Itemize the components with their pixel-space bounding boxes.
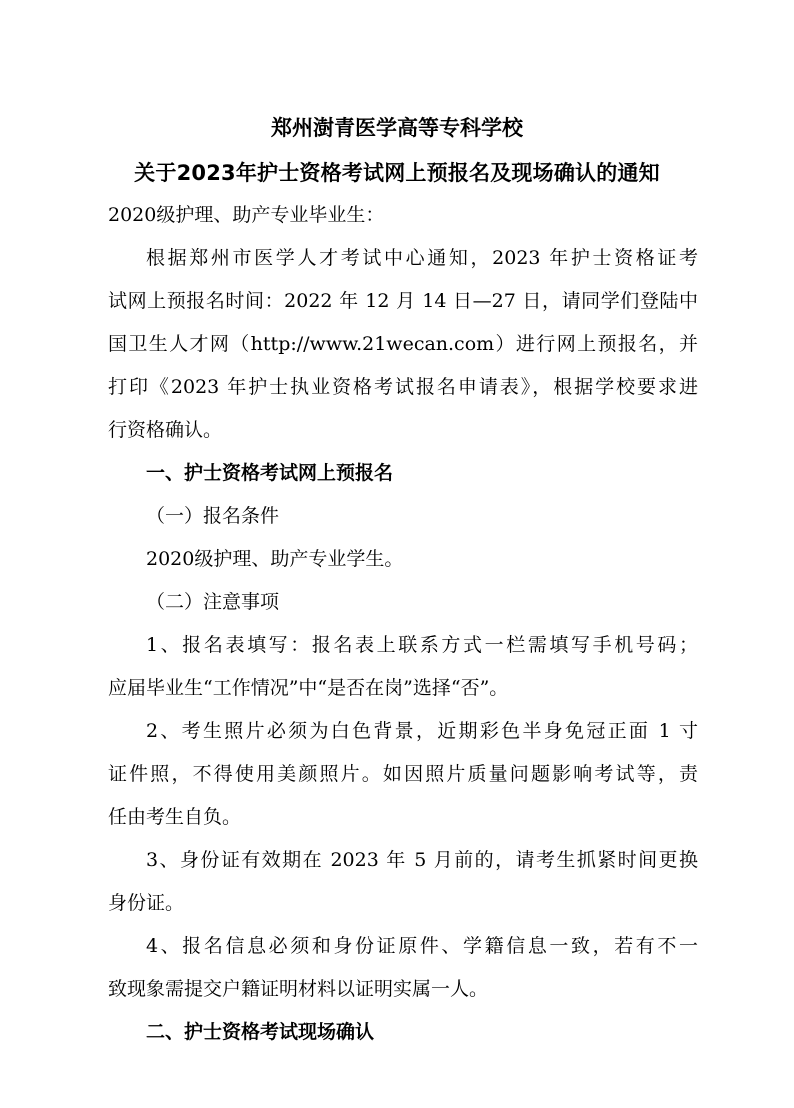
item3-line-1: 3、身份证有效期在 2023 年 5 月前的，请考生抓紧时间更换 [146,849,698,871]
item2-line-2: 证件照，不得使用美颜照片。如因照片质量问题影响考试等，责 [108,763,698,785]
item2-line-1: 2、考生照片必须为白色背景，近期彩色半身免冠正面 1 寸 [146,720,698,742]
notice-title: 关于2023年护士资格考试网上预报名及现场确认的通知 [134,161,660,185]
item4-line-2: 致现象需提交户籍证明材料以证明实属一人。 [108,978,489,1000]
intro-line-2: 试网上预报名时间：2022 年 12 月 14 日—27 日，请同学们登陆中 [108,290,698,312]
item1-line-2: 应届毕业生“工作情况”中“是否在岗”选择“否”。 [108,677,509,699]
sub2-heading: （二）注意事项 [146,591,280,613]
item2-line-3: 任由考生自负。 [108,806,242,828]
salutation: 2020级护理、助产专业毕业生： [108,204,385,226]
intro-line-3: 国卫生人才网（http://www.21wecan.com）进行网上预报名，并 [108,333,698,355]
intro-line-4: 打印《2023 年护士执业资格考试报名申请表》，根据学校要求进 [108,376,698,398]
sub1-heading: （一）报名条件 [146,505,280,527]
school-title: 郑州澍青医学高等专科学校 [271,116,523,140]
intro-line-1: 根据郑州市医学人才考试中心通知，2023 年护士资格证考 [146,247,698,269]
intro-line-5: 行资格确认。 [108,419,223,441]
item4-line-1: 4、报名信息必须和身份证原件、学籍信息一致，若有不一 [146,935,698,957]
item1-line-1: 1、报名表填写：报名表上联系方式一栏需填写手机号码； [146,634,698,656]
section1-heading: 一、护士资格考试网上预报名 [146,462,394,484]
item3-line-2: 身份证。 [108,892,185,914]
section2-heading: 二、护士资格考试现场确认 [146,1021,375,1043]
sub1-text: 2020级护理、助产专业学生。 [146,548,404,570]
